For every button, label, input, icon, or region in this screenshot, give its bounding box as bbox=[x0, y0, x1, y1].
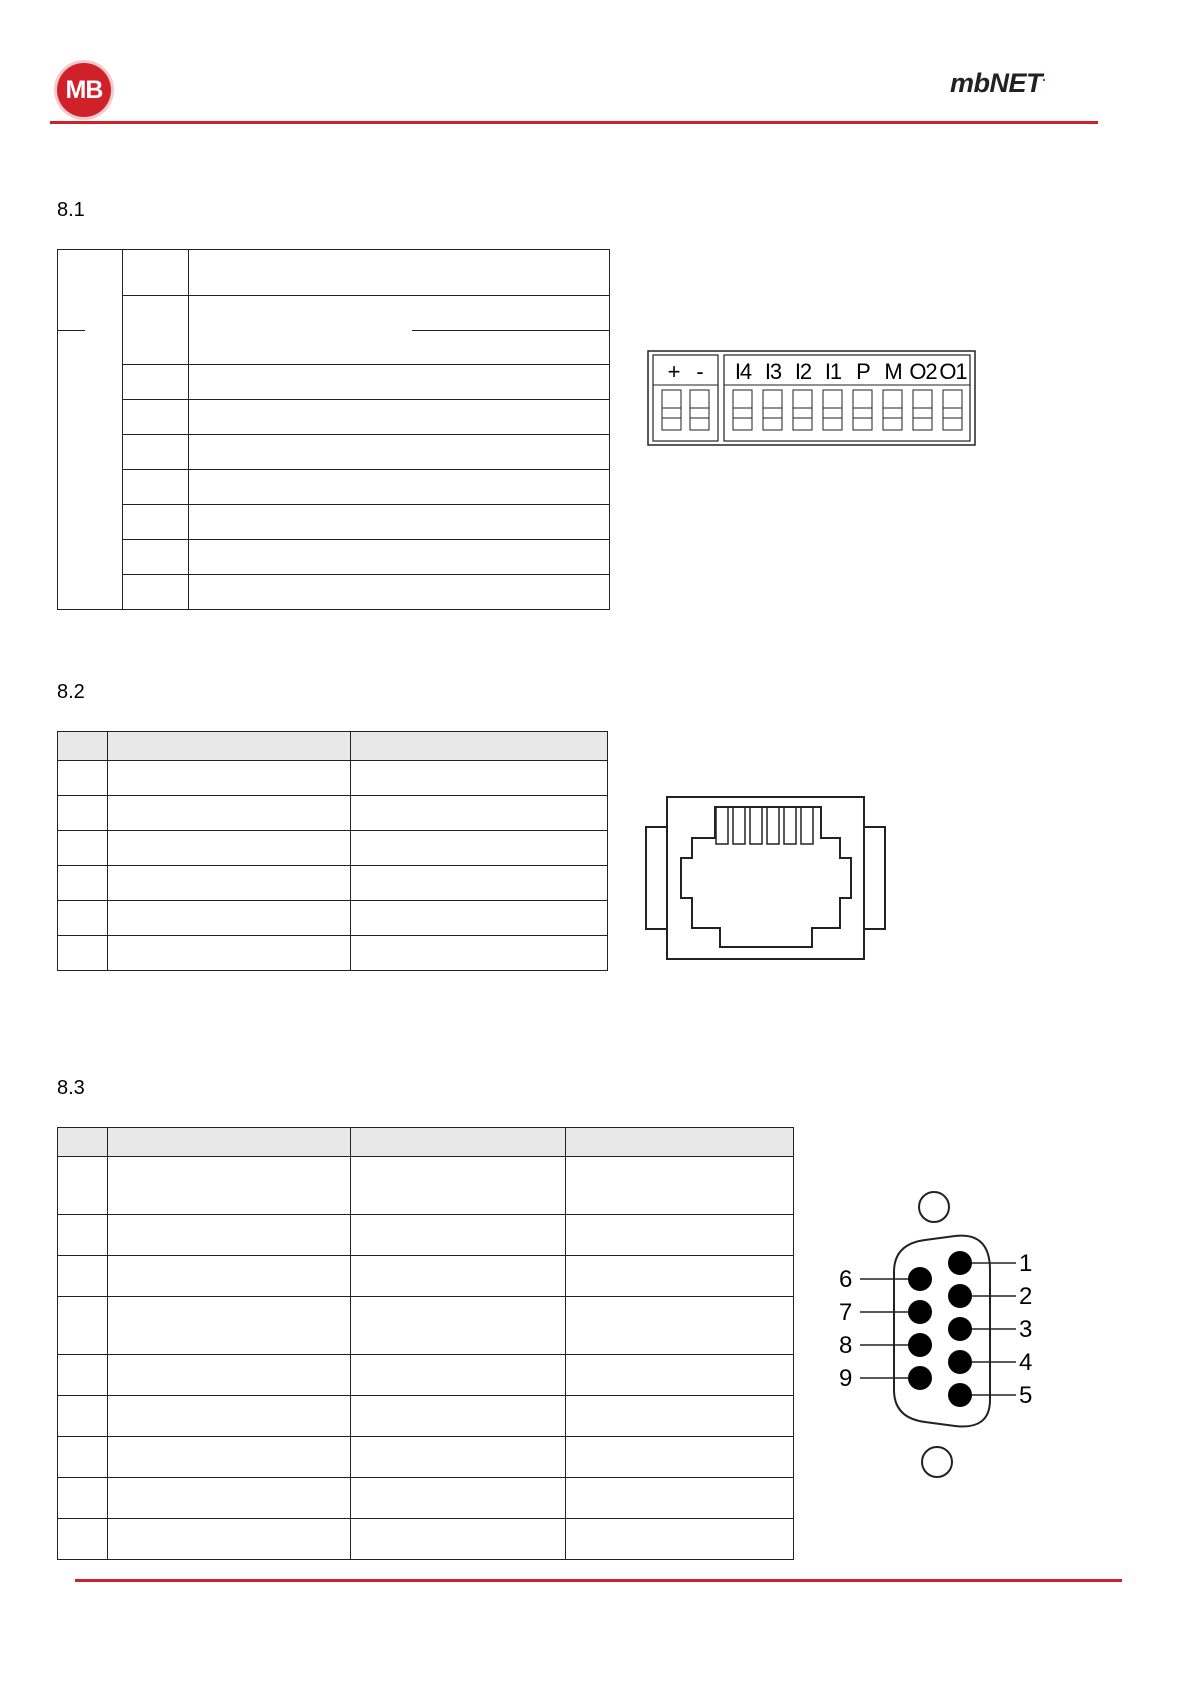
mb-logo: MB bbox=[57, 63, 111, 117]
table-row bbox=[58, 831, 608, 866]
table-row bbox=[58, 250, 610, 296]
terminal-label: + bbox=[667, 359, 681, 384]
mbnet-logo-mark: . bbox=[1042, 68, 1046, 84]
pin-label: 5 bbox=[1019, 1382, 1033, 1409]
table-row bbox=[58, 296, 610, 331]
terminal-label: - bbox=[696, 359, 704, 384]
dsub9-connector-diagram bbox=[830, 1190, 1050, 1480]
io-label: I4 bbox=[734, 359, 752, 384]
mounting-hole-bottom bbox=[922, 1447, 952, 1477]
table-row bbox=[58, 1355, 794, 1396]
table-8-1-divider-right bbox=[412, 330, 610, 331]
table-row bbox=[58, 575, 610, 610]
pin-label: 3 bbox=[1019, 1316, 1033, 1343]
io-label: I1 bbox=[824, 359, 842, 384]
table-row bbox=[58, 435, 610, 470]
table-8-2 bbox=[57, 731, 608, 971]
terminal-slot bbox=[690, 390, 709, 430]
table-row bbox=[58, 1215, 794, 1256]
pin-label: 8 bbox=[839, 1332, 853, 1359]
pin-label: 7 bbox=[839, 1299, 853, 1326]
section-8-1-heading: 8.1 bbox=[57, 199, 85, 221]
io-label: O2 bbox=[909, 359, 937, 384]
table-row bbox=[58, 796, 608, 831]
table-row bbox=[58, 1519, 794, 1560]
table-row bbox=[58, 365, 610, 400]
table-row bbox=[58, 761, 608, 796]
pin-label: 4 bbox=[1019, 1349, 1033, 1376]
mbnet-logo bbox=[950, 68, 1045, 99]
mbnet-logo-text: mbNET bbox=[950, 68, 1042, 98]
dsub-shell bbox=[894, 1236, 990, 1427]
table-8-3 bbox=[57, 1127, 794, 1560]
table-row bbox=[58, 866, 608, 901]
power-terminals bbox=[662, 359, 709, 430]
table-row bbox=[58, 400, 610, 435]
section-8-2-heading: 8.2 bbox=[57, 681, 85, 703]
terminal-slot bbox=[662, 390, 681, 430]
table-row bbox=[58, 1157, 794, 1215]
table-row bbox=[58, 901, 608, 936]
table-row bbox=[58, 1437, 794, 1478]
io-label: I3 bbox=[764, 359, 782, 384]
io-label: M bbox=[884, 359, 902, 384]
pin-label: 6 bbox=[839, 1266, 853, 1293]
table-row bbox=[58, 330, 610, 365]
dsub-pins bbox=[908, 1251, 972, 1407]
table-header-row bbox=[58, 1128, 794, 1157]
io-terminals bbox=[733, 390, 962, 430]
mounting-hole-top bbox=[919, 1192, 949, 1222]
io-label: O1 bbox=[939, 359, 967, 384]
io-label: I2 bbox=[794, 359, 812, 384]
footer-rule bbox=[75, 1579, 1122, 1582]
table-row bbox=[58, 936, 608, 971]
rj45-contacts bbox=[716, 807, 813, 844]
section-8-3-heading: 8.3 bbox=[57, 1077, 85, 1099]
terminal-block-diagram bbox=[647, 350, 977, 448]
table-8-1-divider-left bbox=[57, 330, 85, 331]
table-8-1 bbox=[57, 249, 610, 610]
table-header-row bbox=[58, 732, 608, 761]
table-row bbox=[58, 540, 610, 575]
table-row bbox=[58, 1478, 794, 1519]
header-rule bbox=[50, 121, 1098, 124]
table-row bbox=[58, 1396, 794, 1437]
table-row bbox=[58, 505, 610, 540]
rj45-socket-diagram bbox=[644, 795, 889, 963]
table-row bbox=[58, 1256, 794, 1297]
pin-label: 9 bbox=[839, 1365, 853, 1392]
pin-label: 1 bbox=[1019, 1250, 1033, 1277]
pin-label: 2 bbox=[1019, 1283, 1033, 1310]
table-row bbox=[58, 470, 610, 505]
table-row bbox=[58, 1297, 794, 1355]
io-label: P bbox=[856, 359, 870, 384]
